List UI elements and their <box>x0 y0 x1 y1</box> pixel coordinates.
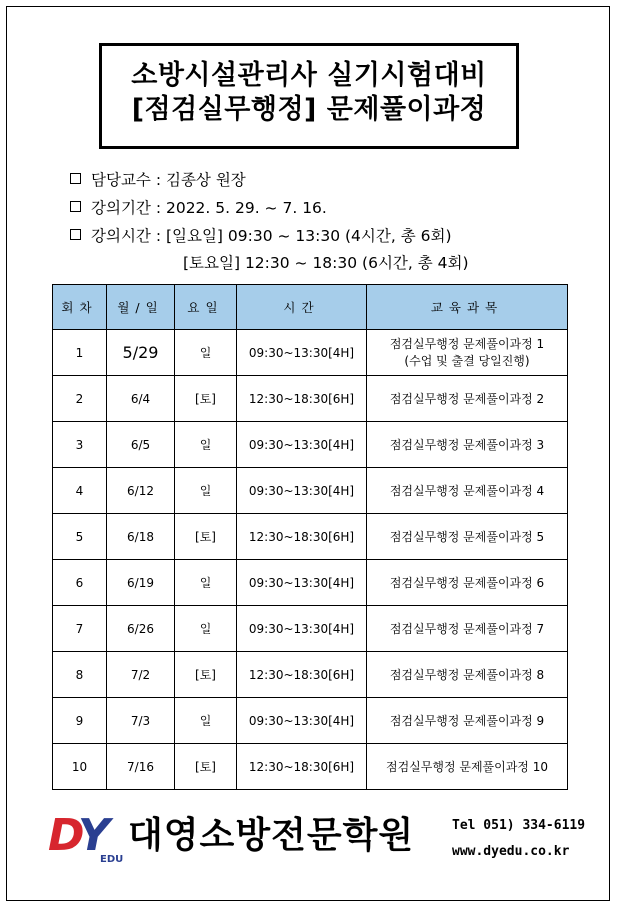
cell-time: 12:30~18:30[6H] <box>237 652 367 698</box>
cell-date: 6/4 <box>107 376 175 422</box>
cell-course <box>367 330 568 376</box>
header-no: 회차 <box>53 285 107 330</box>
table-row <box>53 468 568 514</box>
cell-course: 점검실무행정 문제풀이과정 3 <box>367 422 568 468</box>
cell-date: 6/5 <box>107 422 175 468</box>
time-label: 강의시간 : <box>91 227 166 245</box>
cell-day: 일 <box>175 468 237 514</box>
cell-no: 9 <box>53 698 107 744</box>
cell-no: 6 <box>53 560 107 606</box>
info-time-2 <box>183 253 469 273</box>
cell-day: 일 <box>175 698 237 744</box>
cell-no: 4 <box>53 468 107 514</box>
cell-time: 09:30~13:30[4H] <box>237 422 367 468</box>
cell-day: 일 <box>175 422 237 468</box>
cell-course: 점검실무행정 문제풀이과정 9 <box>367 698 568 744</box>
cell-time: 09:30~13:30[4H] <box>237 606 367 652</box>
header-course: 교육과목 <box>367 285 568 330</box>
cell-date: 6/19 <box>107 560 175 606</box>
cell-no: 7 <box>53 606 107 652</box>
cell-day: [토] <box>175 514 237 560</box>
cell-time: 09:30~13:30[4H] <box>237 560 367 606</box>
table-row <box>53 422 568 468</box>
time-line-2: [토요일] 12:30 ~ 18:30 (6시간, 총 4회) <box>183 254 469 272</box>
table-row <box>53 744 568 790</box>
table-row <box>53 652 568 698</box>
logo-y: Y <box>78 812 110 861</box>
title-line-2: [점검실무행정] 문제풀이과정 <box>131 94 487 125</box>
cell-day: 일 <box>175 560 237 606</box>
header-date: 월/일 <box>107 285 175 330</box>
cell-course: 점검실무행정 문제풀이과정 8 <box>367 652 568 698</box>
checkbox-bullet-icon <box>70 173 81 184</box>
cell-course: 점검실무행정 문제풀이과정 2 <box>367 376 568 422</box>
cell-day: [토] <box>175 652 237 698</box>
course-note: (수업 및 출결 당일진행) <box>404 353 530 368</box>
period-text: 강의기간 : 2022. 5. 29. ~ 7. 16. <box>91 199 327 217</box>
info-time <box>70 226 452 246</box>
table-row <box>53 376 568 422</box>
course-title: 점검실무행정 문제풀이과정 1 <box>389 336 545 351</box>
table-row <box>53 514 568 560</box>
cell-date: 7/2 <box>107 652 175 698</box>
header-time: 시간 <box>237 285 367 330</box>
cell-time: 09:30~13:30[4H] <box>237 330 367 376</box>
instructor-text: 담당교수 : 김종상 원장 <box>91 171 246 189</box>
cell-course: 점검실무행정 문제풀이과정 5 <box>367 514 568 560</box>
header-day: 요일 <box>175 285 237 330</box>
table-row <box>53 560 568 606</box>
cell-date: 6/12 <box>107 468 175 514</box>
logo-d: D <box>48 812 85 861</box>
cell-no: 2 <box>53 376 107 422</box>
cell-time: 09:30~13:30[4H] <box>237 698 367 744</box>
cell-date: 6/26 <box>107 606 175 652</box>
cell-day: 일 <box>175 330 237 376</box>
info-period <box>70 198 327 218</box>
cell-no: 3 <box>53 422 107 468</box>
info-instructor <box>70 170 246 190</box>
cell-date: 7/16 <box>107 744 175 790</box>
checkbox-bullet-icon <box>70 201 81 212</box>
dy-edu-logo <box>48 812 128 864</box>
table-row <box>53 330 568 376</box>
cell-no: 5 <box>53 514 107 560</box>
cell-time: 12:30~18:30[6H] <box>237 514 367 560</box>
cell-no: 8 <box>53 652 107 698</box>
cell-course: 점검실무행정 문제풀이과정 10 <box>367 744 568 790</box>
title-box <box>99 43 519 149</box>
website-url[interactable]: www.dyedu.co.kr <box>452 844 570 859</box>
cell-day: [토] <box>175 744 237 790</box>
cell-course: 점검실무행정 문제풀이과정 6 <box>367 560 568 606</box>
title-line-1: 소방시설관리사 실기시험대비 <box>131 60 487 91</box>
cell-day: 일 <box>175 606 237 652</box>
cell-course: 점검실무행정 문제풀이과정 4 <box>367 468 568 514</box>
academy-name: 대영소방전문학원 <box>128 815 415 856</box>
table-row <box>53 606 568 652</box>
schedule-table <box>52 284 568 790</box>
table-header-row <box>53 285 568 330</box>
cell-course: 점검실무행정 문제풀이과정 7 <box>367 606 568 652</box>
cell-day: [토] <box>175 376 237 422</box>
checkbox-bullet-icon <box>70 229 81 240</box>
logo-edu: EDU <box>100 854 124 864</box>
table-row <box>53 698 568 744</box>
cell-date: 5/29 <box>107 330 175 376</box>
cell-no: 10 <box>53 744 107 790</box>
cell-time: 12:30~18:30[6H] <box>237 376 367 422</box>
cell-date: 6/18 <box>107 514 175 560</box>
cell-date: 7/3 <box>107 698 175 744</box>
telephone: Tel 051) 334-6119 <box>452 818 586 833</box>
cell-no: 1 <box>53 330 107 376</box>
time-line-1: [일요일] 09:30 ~ 13:30 (4시간, 총 6회) <box>165 227 452 245</box>
cell-time: 12:30~18:30[6H] <box>237 744 367 790</box>
cell-time: 09:30~13:30[4H] <box>237 468 367 514</box>
